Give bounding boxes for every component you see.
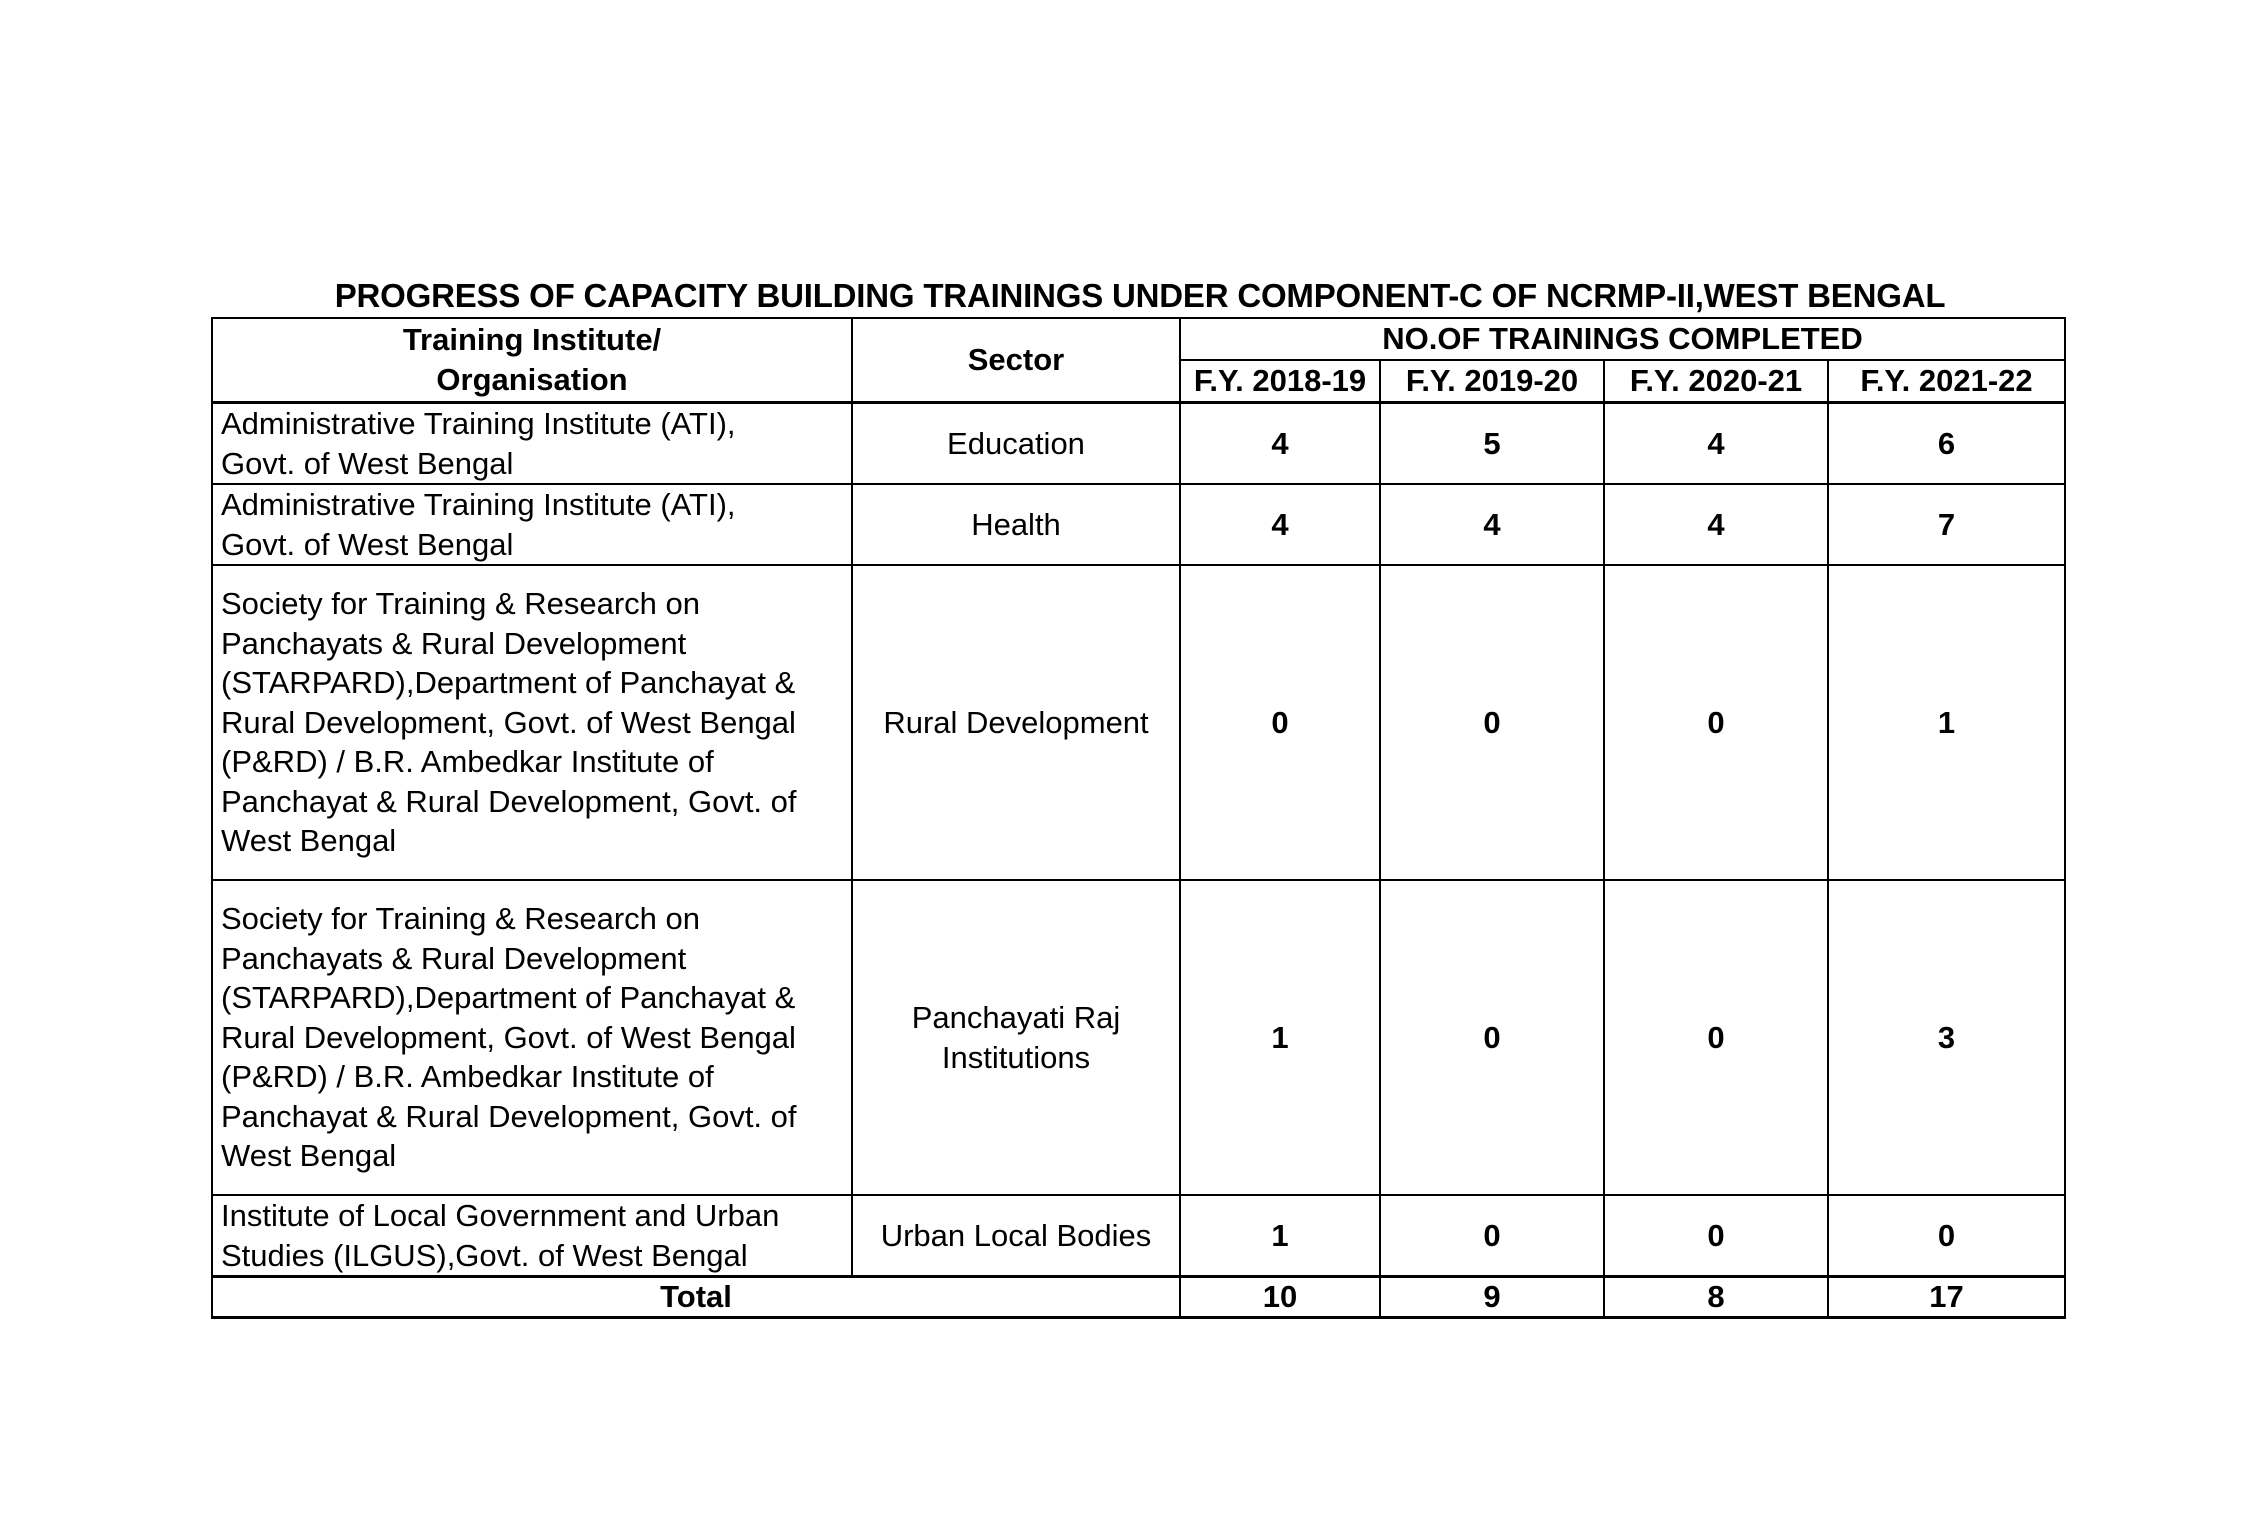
sector-line: Rural Development (883, 704, 1149, 740)
institute-line: Panchayat & Rural Development, Govt. of (221, 1098, 797, 1134)
value-cell: 6 (1828, 403, 2065, 485)
value-cell: 4 (1180, 484, 1380, 565)
value-cell: 4 (1604, 484, 1828, 565)
header-trainings-completed: NO.OF TRAININGS COMPLETED (1180, 318, 2065, 360)
sector-cell (852, 880, 1180, 1195)
sector-line: Urban Local Bodies (880, 1217, 1152, 1253)
sector-line: Health (971, 506, 1061, 542)
sector-cell (852, 565, 1180, 880)
total-label: Total (212, 1277, 1180, 1318)
value-cell: 1 (1828, 565, 2065, 880)
sector-line: Institutions (941, 1039, 1091, 1075)
institute-line: Institute of Local Government and Urban (221, 1198, 780, 1233)
value-cell: 7 (1828, 484, 2065, 565)
value-cell: 0 (1604, 565, 1828, 880)
total-row (212, 1277, 2065, 1318)
table-row (212, 403, 2065, 485)
value-cell: 3 (1828, 880, 2065, 1195)
institute-line: (STARPARD),Department of Panchayat & (221, 665, 796, 701)
institute-line: Rural Development, Govt. of West Bengal (221, 704, 796, 740)
sector-cell (852, 403, 1180, 485)
total-value: 17 (1828, 1277, 2065, 1318)
value-cell: 0 (1828, 1195, 2065, 1277)
value-cell: 1 (1180, 880, 1380, 1195)
trainings-table (211, 317, 2066, 1319)
total-value: 10 (1180, 1277, 1380, 1318)
value-cell: 0 (1380, 880, 1604, 1195)
institute-line: (STARPARD),Department of Panchayat & (221, 980, 796, 1016)
sector-line: Education (947, 425, 1085, 461)
header-institute (212, 318, 852, 403)
institute-line: Administrative Training Institute (ATI), (221, 487, 736, 522)
institute-line: (P&RD) / B.R. Ambedkar Institute of (221, 1059, 714, 1095)
header-institute-line2: Organisation (436, 362, 628, 397)
header-year-2021-22: F.Y. 2021-22 (1828, 360, 2065, 403)
header-year-2018-19: F.Y. 2018-19 (1180, 360, 1380, 403)
value-cell: 4 (1380, 484, 1604, 565)
total-value: 8 (1604, 1277, 1828, 1318)
table-row (212, 1195, 2065, 1277)
institute-line: Administrative Training Institute (ATI), (221, 406, 736, 441)
value-cell: 0 (1604, 880, 1828, 1195)
institute-line: Panchayats & Rural Development (221, 940, 687, 976)
sector-line: Panchayati Raj (911, 1000, 1121, 1035)
total-value: 9 (1380, 1277, 1604, 1318)
institute-line: Panchayats & Rural Development (221, 625, 687, 661)
institute-line: Panchayat & Rural Development, Govt. of (221, 783, 797, 819)
institute-line: Govt. of West Bengal (221, 445, 514, 481)
header-institute-line1: Training Institute/ (402, 322, 662, 357)
institute-line: (P&RD) / B.R. Ambedkar Institute of (221, 744, 714, 780)
value-cell: 0 (1380, 1195, 1604, 1277)
institute-cell (212, 1195, 852, 1277)
value-cell: 1 (1180, 1195, 1380, 1277)
institute-cell (212, 403, 852, 485)
institute-line: Govt. of West Bengal (221, 526, 514, 562)
institute-line: Society for Training & Research on (221, 901, 701, 937)
value-cell: 0 (1180, 565, 1380, 880)
institute-line: Studies (ILGUS),Govt. of West Bengal (221, 1237, 748, 1273)
value-cell: 0 (1604, 1195, 1828, 1277)
institute-line: Society for Training & Research on (221, 586, 701, 622)
institute-cell (212, 565, 852, 880)
institute-cell (212, 484, 852, 565)
header-sector: Sector (852, 318, 1180, 403)
sector-cell (852, 1195, 1180, 1277)
value-cell: 5 (1380, 403, 1604, 485)
table-row (212, 880, 2065, 1195)
table-row (212, 484, 2065, 565)
value-cell: 4 (1604, 403, 1828, 485)
value-cell: 4 (1180, 403, 1380, 485)
table-row (212, 565, 2065, 880)
sector-cell (852, 484, 1180, 565)
institute-cell (212, 880, 852, 1195)
value-cell: 0 (1380, 565, 1604, 880)
institute-line: Rural Development, Govt. of West Bengal (221, 1019, 796, 1055)
institute-line: West Bengal (221, 1138, 397, 1174)
header-year-2019-20: F.Y. 2019-20 (1380, 360, 1604, 403)
document-title: PROGRESS OF CAPACITY BUILDING TRAININGS UNDER COMPONENT-C OF NCRMP-II,WEST BENGAL (334, 277, 1946, 314)
institute-line: West Bengal (221, 823, 397, 859)
header-year-2020-21: F.Y. 2020-21 (1604, 360, 1828, 403)
